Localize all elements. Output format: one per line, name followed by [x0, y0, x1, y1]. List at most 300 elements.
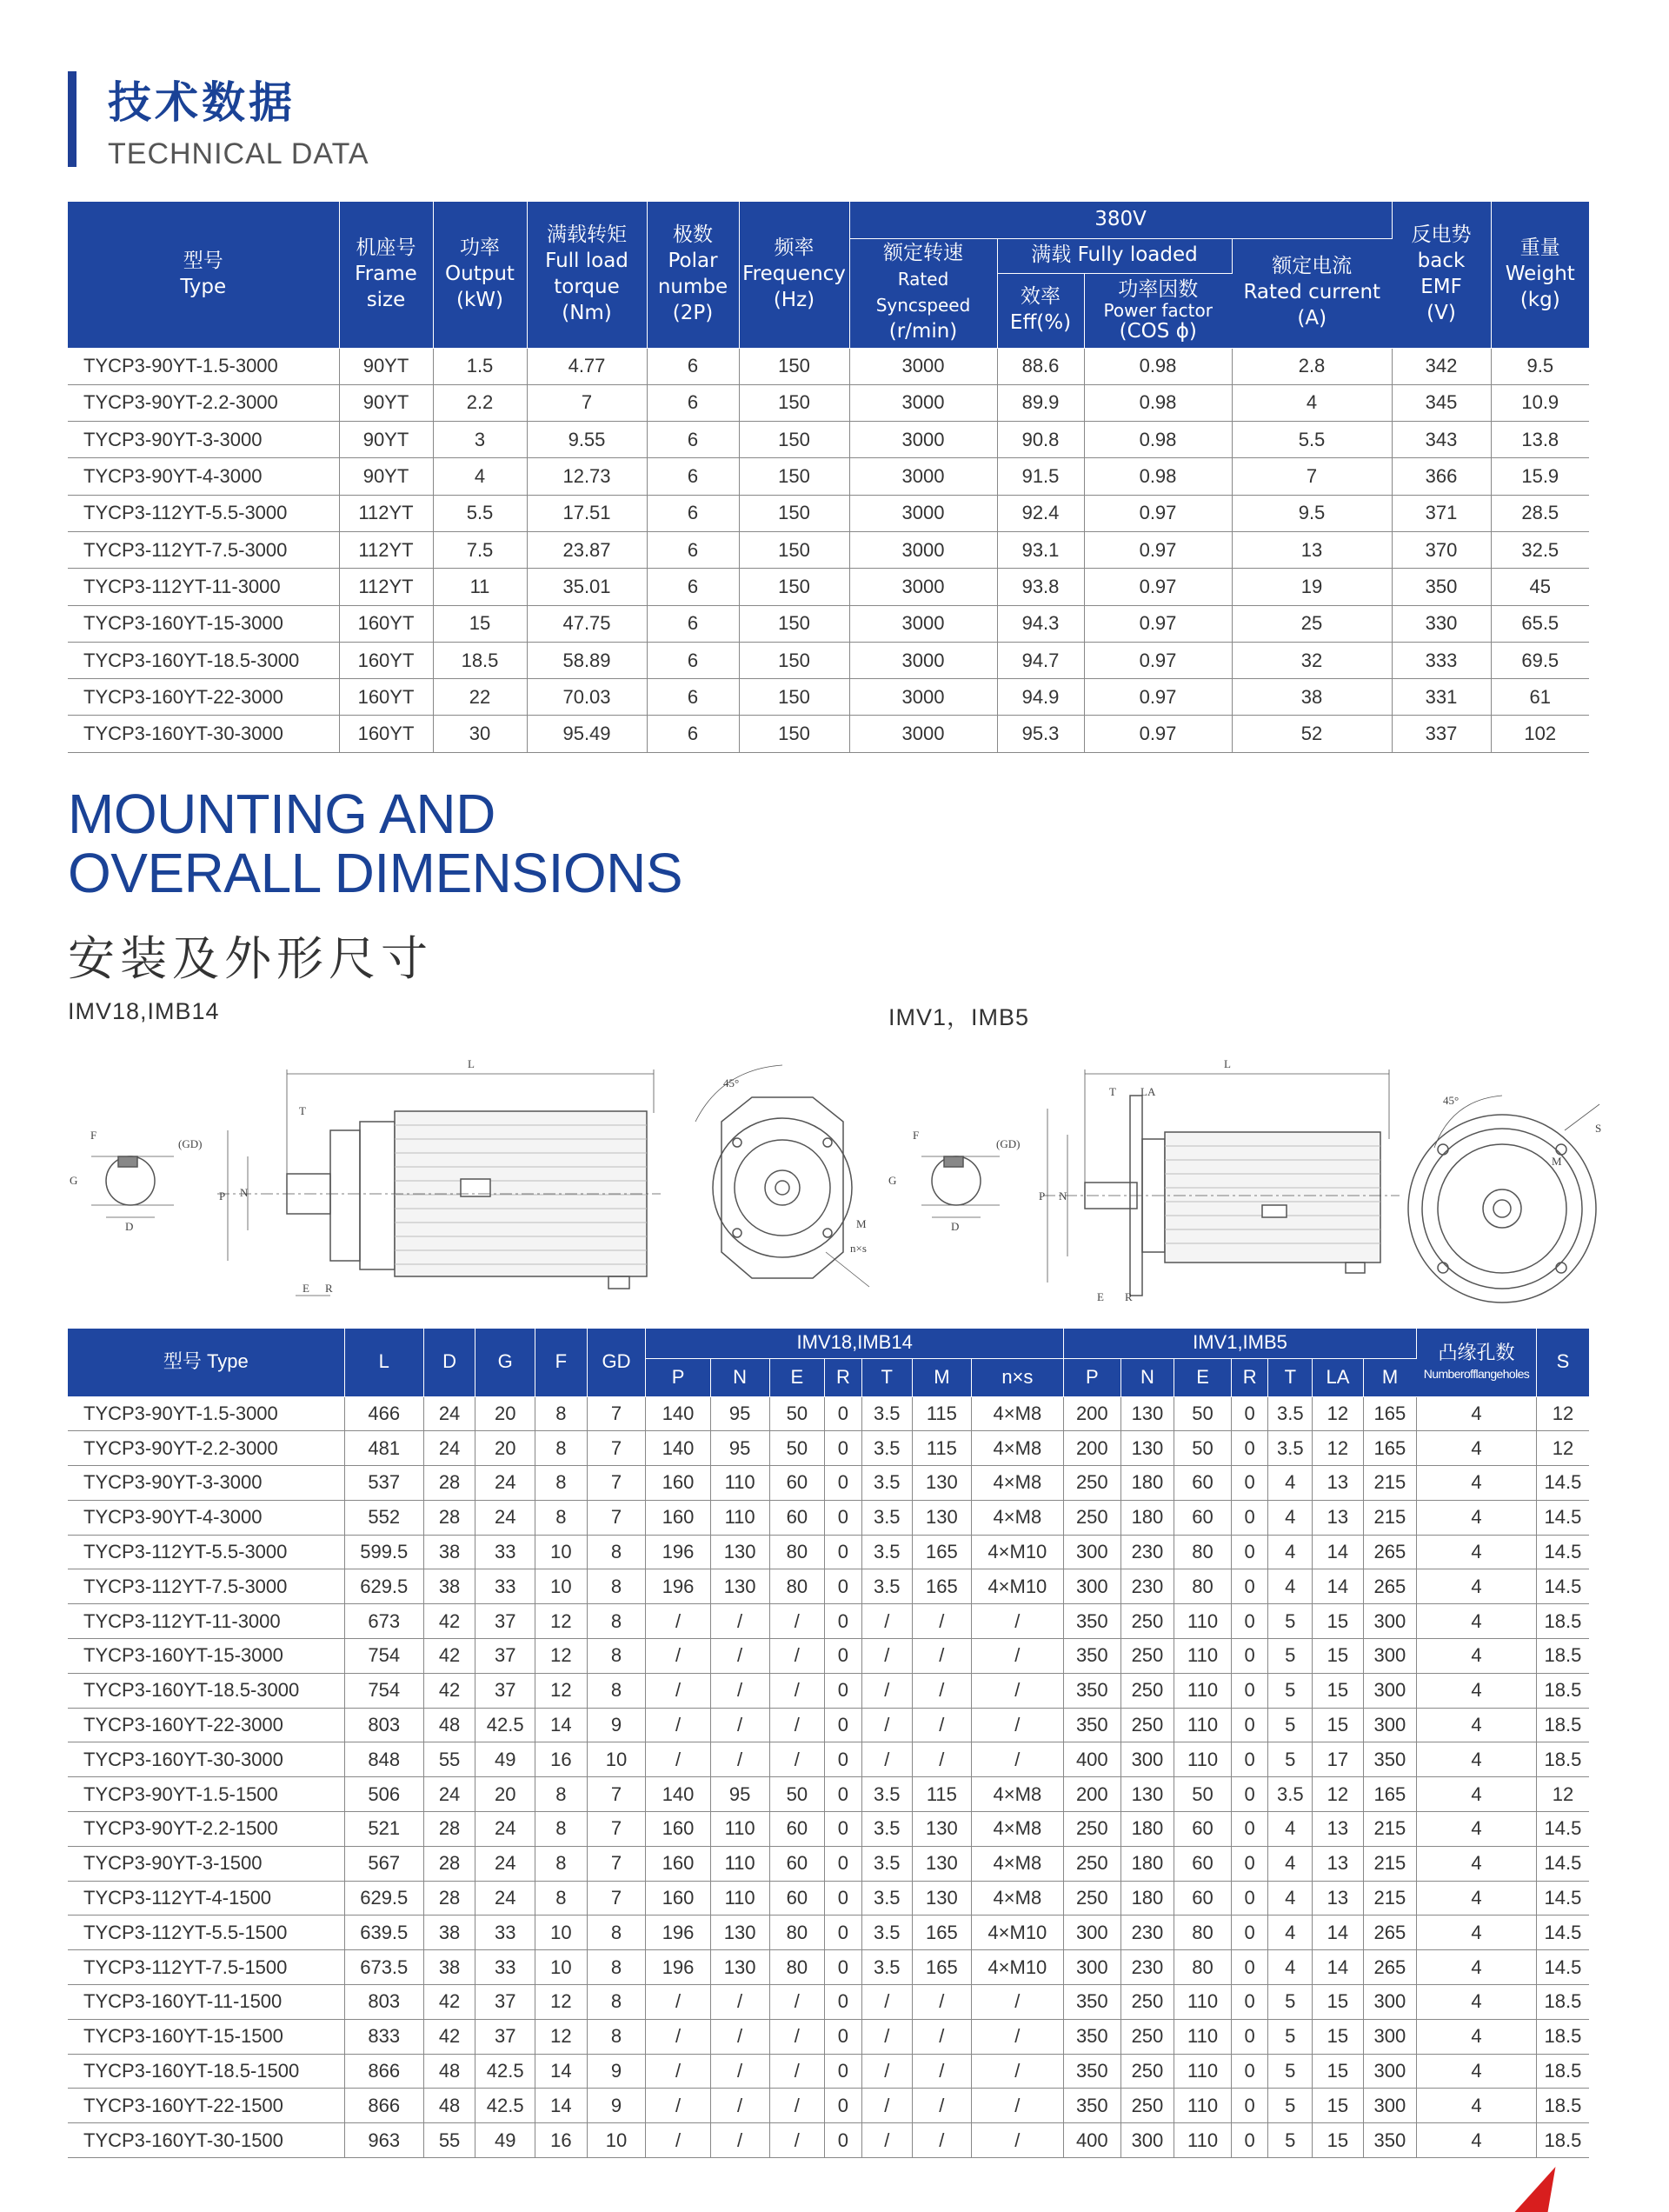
table-cell: 130	[912, 1500, 971, 1535]
table-cell: 300	[1120, 2123, 1174, 2158]
table-cell: 165	[1363, 1396, 1417, 1431]
table-cell: TYCP3-160YT-30-1500	[68, 2123, 344, 2158]
th2-imv18-3: R	[825, 1358, 861, 1396]
table-cell: 18.5	[1536, 1673, 1589, 1708]
table-cell: 14	[1313, 1535, 1363, 1569]
table-cell: 300	[1363, 1604, 1417, 1639]
th2-G: G	[475, 1329, 535, 1396]
table-cell: 350	[1063, 2054, 1120, 2089]
table-cell: 65.5	[1491, 605, 1589, 642]
table-cell: 60	[1174, 1466, 1232, 1501]
table-cell: 24	[475, 1466, 535, 1501]
dim-LA-right: LA	[1140, 1085, 1156, 1098]
table-cell: 180	[1120, 1812, 1174, 1847]
table-cell: 3.5	[861, 1500, 912, 1535]
table-cell: 7.5	[433, 531, 527, 568]
table-cell: 4	[1268, 1500, 1313, 1535]
table-row	[68, 2123, 1589, 2158]
table-cell: /	[769, 1742, 825, 1777]
table-cell: 754	[344, 1673, 423, 1708]
table-cell: /	[769, 1673, 825, 1708]
table-cell: 4	[1417, 2054, 1537, 2089]
table-cell: 7	[587, 1846, 646, 1881]
table-cell: 80	[769, 1950, 825, 1985]
table-cell: /	[971, 1985, 1063, 2020]
table-cell: 5	[1268, 1742, 1313, 1777]
table-cell: 32	[1232, 642, 1392, 678]
table-cell: 4	[1417, 2123, 1537, 2158]
table-cell: 50	[1174, 1396, 1232, 1431]
table-cell: 24	[475, 1881, 535, 1916]
table-cell: 14	[535, 1708, 587, 1742]
table-cell: 5.5	[433, 495, 527, 531]
table-row	[68, 1673, 1589, 1708]
table-row	[68, 1466, 1589, 1501]
table-cell: 18.5	[1536, 2019, 1589, 2054]
table-cell: 345	[1392, 384, 1491, 421]
table-cell: 140	[646, 1431, 710, 1466]
table-cell: 115	[912, 1396, 971, 1431]
table-cell: /	[769, 2054, 825, 2089]
table-cell: 42	[423, 1985, 475, 2020]
table-cell: 49	[475, 1742, 535, 1777]
table-cell: 42.5	[475, 1708, 535, 1742]
table-row	[68, 1846, 1589, 1881]
table-cell: 14	[1313, 1916, 1363, 1950]
table-cell: 3000	[849, 605, 997, 642]
table-cell: /	[710, 1673, 769, 1708]
table-cell: 95.49	[527, 716, 647, 752]
dimension-drawings	[0, 1035, 1669, 1322]
table-cell: 0	[1231, 1396, 1267, 1431]
table-cell: 80	[769, 1535, 825, 1569]
table-cell: 4×M8	[971, 1777, 1063, 1812]
table-cell: 5	[1268, 1673, 1313, 1708]
table-cell: 38	[1232, 679, 1392, 716]
table-cell: 4.77	[527, 348, 647, 384]
table-cell: 3000	[849, 495, 997, 531]
table-cell: TYCP3-160YT-15-3000	[68, 1639, 344, 1674]
table-cell: TYCP3-90YT-1.5-3000	[68, 1396, 344, 1431]
table-cell: 4×M10	[971, 1950, 1063, 1985]
table-cell: 3000	[849, 348, 997, 384]
table-cell: 0	[1231, 2054, 1267, 2089]
table-cell: 300	[1363, 2089, 1417, 2123]
table-cell: 48	[423, 2089, 475, 2123]
table-cell: TYCP3-112YT-11-3000	[68, 569, 339, 605]
table-cell: 673.5	[344, 1950, 423, 1985]
table-row	[68, 458, 1589, 495]
table-cell: 69.5	[1491, 642, 1589, 678]
table-cell: 95	[710, 1777, 769, 1812]
dim-45-right: 45°	[1443, 1094, 1460, 1107]
table-cell: 49	[475, 2123, 535, 2158]
table-cell: 331	[1392, 679, 1491, 716]
dim-G-left: G	[70, 1174, 78, 1187]
table-cell: 4	[1417, 1396, 1537, 1431]
table-cell: TYCP3-112YT-11-3000	[68, 1604, 344, 1639]
table-cell: 14.5	[1536, 1535, 1589, 1569]
table-cell: 215	[1363, 1812, 1417, 1847]
dim-S-right: S	[1595, 1122, 1602, 1135]
table-cell: 350	[1392, 569, 1491, 605]
table-cell: 300	[1363, 1708, 1417, 1742]
table-row	[68, 1569, 1589, 1604]
table-cell: 10	[535, 1950, 587, 1985]
table-cell: 7	[527, 384, 647, 421]
table-cell: 14	[535, 2054, 587, 2089]
table-cell: 350	[1363, 2123, 1417, 2158]
th-emf: 反电势 back EMF (V)	[1392, 202, 1491, 348]
table-cell: 6	[647, 531, 739, 568]
section-title-line1: MOUNTING AND	[68, 783, 495, 845]
table-cell: 130	[912, 1846, 971, 1881]
th2-imv1-4: T	[1268, 1358, 1313, 1396]
table-cell: TYCP3-112YT-7.5-3000	[68, 1569, 344, 1604]
table-cell: 38	[423, 1916, 475, 1950]
table-cell: 110	[1174, 1742, 1232, 1777]
table-cell: 833	[344, 2019, 423, 2054]
table-cell: 4	[1268, 1916, 1313, 1950]
table-cell: 4	[1417, 1916, 1537, 1950]
table-cell: 13	[1313, 1846, 1363, 1881]
table-cell: 0	[1231, 1846, 1267, 1881]
table-cell: 639.5	[344, 1916, 423, 1950]
table-cell: 230	[1120, 1535, 1174, 1569]
table-cell: 130	[912, 1812, 971, 1847]
table-cell: 10	[535, 1916, 587, 1950]
section-title-cn: 安装及外形尺寸	[68, 931, 433, 986]
table-cell: 4	[1417, 1569, 1537, 1604]
table-cell: TYCP3-90YT-4-3000	[68, 458, 339, 495]
table-row	[68, 1777, 1589, 1812]
table-cell: 0.97	[1084, 495, 1232, 531]
table-row	[68, 2089, 1589, 2123]
table-cell: 95.3	[997, 716, 1084, 752]
table-cell: 37	[475, 2019, 535, 2054]
table-cell: 4	[1417, 1742, 1537, 1777]
table-cell: /	[971, 1639, 1063, 1674]
table-cell: 5	[1268, 2019, 1313, 2054]
table-cell: 0	[825, 2019, 861, 2054]
dim-F-right: F	[913, 1129, 920, 1142]
th2-imv18-5: M	[912, 1358, 971, 1396]
table-cell: 350	[1063, 1673, 1120, 1708]
table-cell: 28	[423, 1500, 475, 1535]
table-cell: 160YT	[339, 679, 433, 716]
table-row	[68, 1500, 1589, 1535]
table-cell: 10	[587, 1742, 646, 1777]
table-cell: 37	[475, 1639, 535, 1674]
table-row	[68, 605, 1589, 642]
table-cell: 12	[1536, 1777, 1589, 1812]
table-cell: 150	[739, 569, 849, 605]
table-cell: 160	[646, 1846, 710, 1881]
table-cell: 48	[423, 1708, 475, 1742]
table-cell: 15	[433, 605, 527, 642]
table-cell: 19	[1232, 569, 1392, 605]
table-cell: 866	[344, 2054, 423, 2089]
th2-group-imv18: IMV18,IMB14	[646, 1329, 1063, 1358]
table-cell: 250	[1120, 1673, 1174, 1708]
table-cell: 24	[475, 1500, 535, 1535]
table-cell: 4	[1417, 2089, 1537, 2123]
th-polar: 极数 Polar numbe (2P)	[647, 202, 739, 348]
table-cell: 0	[1231, 1916, 1267, 1950]
table-cell: 300	[1063, 1950, 1120, 1985]
table-cell: /	[912, 2123, 971, 2158]
table-cell: 165	[912, 1916, 971, 1950]
table-cell: 160YT	[339, 642, 433, 678]
table-cell: 9	[587, 2054, 646, 2089]
table-cell: 80	[769, 1916, 825, 1950]
motor-side-view-right	[1043, 1069, 1400, 1296]
table-cell: 93.1	[997, 531, 1084, 568]
table-cell: 45	[1491, 569, 1589, 605]
table-cell: 130	[710, 1916, 769, 1950]
table-cell: 8	[535, 1500, 587, 1535]
dim-M-right: M	[1552, 1155, 1562, 1168]
dim-L-left: L	[468, 1057, 475, 1070]
dim-E-right: E	[1097, 1290, 1104, 1303]
table-cell: /	[912, 1708, 971, 1742]
motor-end-view-left	[695, 1065, 869, 1287]
table-cell: 250	[1063, 1500, 1120, 1535]
table-cell: 42	[423, 1639, 475, 1674]
table-row	[68, 716, 1589, 752]
table-cell: /	[769, 1708, 825, 1742]
table-cell: 93.8	[997, 569, 1084, 605]
table-cell: 3.5	[861, 1431, 912, 1466]
table-cell: 110	[1174, 1604, 1232, 1639]
table-cell: 150	[739, 458, 849, 495]
table-cell: 7	[587, 1466, 646, 1501]
table-cell: /	[710, 2019, 769, 2054]
table-cell: 8	[535, 1466, 587, 1501]
table-cell: 150	[739, 422, 849, 458]
table-cell: 3000	[849, 716, 997, 752]
table-cell: /	[646, 1604, 710, 1639]
table-cell: 14.5	[1536, 1569, 1589, 1604]
table-cell: 0	[825, 1950, 861, 1985]
table-cell: /	[861, 2089, 912, 2123]
table-cell: 9.55	[527, 422, 647, 458]
th2-L: L	[344, 1329, 423, 1396]
table-cell: /	[971, 1673, 1063, 1708]
table-cell: 230	[1120, 1950, 1174, 1985]
table-cell: 48	[423, 2054, 475, 2089]
table-row	[68, 1985, 1589, 2020]
table-cell: 28	[423, 1881, 475, 1916]
table-cell: 150	[739, 605, 849, 642]
table-cell: 12	[1536, 1431, 1589, 1466]
table-cell: /	[912, 1742, 971, 1777]
table-cell: 38	[423, 1950, 475, 1985]
table-cell: 300	[1363, 2054, 1417, 2089]
table-cell: 94.7	[997, 642, 1084, 678]
table-cell: TYCP3-90YT-2.2-1500	[68, 1812, 344, 1847]
table-cell: 52	[1232, 716, 1392, 752]
dim-D-right: D	[951, 1220, 960, 1233]
table-cell: 15	[1313, 1604, 1363, 1639]
table-cell: TYCP3-90YT-2.2-3000	[68, 384, 339, 421]
table-cell: 130	[710, 1535, 769, 1569]
table-cell: 0	[1231, 1431, 1267, 1466]
table-cell: 0	[1231, 1881, 1267, 1916]
table-cell: 6	[647, 348, 739, 384]
th2-imv1-5: LA	[1313, 1358, 1363, 1396]
dim-GD-right: (GD)	[996, 1137, 1021, 1150]
table-cell: 5	[1268, 1604, 1313, 1639]
table-cell: 150	[739, 642, 849, 678]
table-cell: 12	[535, 1985, 587, 2020]
table-cell: 0	[1231, 1708, 1267, 1742]
table-cell: TYCP3-90YT-1.5-3000	[68, 348, 339, 384]
table-cell: 230	[1120, 1569, 1174, 1604]
table-cell: 0	[1231, 1466, 1267, 1501]
table-cell: 13	[1232, 531, 1392, 568]
table-cell: 215	[1363, 1500, 1417, 1535]
table-cell: 33	[475, 1950, 535, 1985]
table-cell: /	[912, 1673, 971, 1708]
table-cell: 89.9	[997, 384, 1084, 421]
table-cell: 42.5	[475, 2089, 535, 2123]
th2-D: D	[423, 1329, 475, 1396]
table-cell: 112YT	[339, 531, 433, 568]
table-cell: 88.6	[997, 348, 1084, 384]
th2-group-imv1: IMV1,IMB5	[1063, 1329, 1416, 1358]
dim-P-left: P	[219, 1189, 226, 1203]
table-cell: 629.5	[344, 1881, 423, 1916]
table-cell: 0	[1231, 1569, 1267, 1604]
table-cell: 8	[535, 1846, 587, 1881]
table-cell: /	[710, 2054, 769, 2089]
table-row	[68, 1431, 1589, 1466]
table-cell: 0	[1231, 1604, 1267, 1639]
table-cell: 15	[1313, 2019, 1363, 2054]
th2-imv1-3: R	[1231, 1358, 1267, 1396]
table-cell: 42.5	[475, 2054, 535, 2089]
dim-F-left: F	[90, 1129, 97, 1142]
table-cell: 250	[1120, 2019, 1174, 2054]
table-cell: 112YT	[339, 569, 433, 605]
table-cell: 110	[1174, 1985, 1232, 2020]
table-cell: 150	[739, 716, 849, 752]
th-frame: 机座号 Frame size	[339, 202, 433, 348]
table-cell: 14.5	[1536, 1916, 1589, 1950]
table-cell: 0	[1231, 1777, 1267, 1812]
table-cell: 0	[825, 2123, 861, 2158]
table-cell: 350	[1063, 2019, 1120, 2054]
table-cell: 250	[1063, 1881, 1120, 1916]
table-cell: 15	[1313, 2089, 1363, 2123]
table-cell: 55	[423, 2123, 475, 2158]
table-cell: 8	[535, 1812, 587, 1847]
header-accent-bar	[68, 71, 76, 167]
table-cell: 18.5	[433, 642, 527, 678]
table-row	[68, 1742, 1589, 1777]
table-cell: 165	[912, 1535, 971, 1569]
table-cell: 92.4	[997, 495, 1084, 531]
table-cell: 567	[344, 1846, 423, 1881]
table-cell: 25	[1232, 605, 1392, 642]
table-cell: /	[861, 1639, 912, 1674]
table-cell: /	[861, 1708, 912, 1742]
table-cell: 4	[1417, 1500, 1537, 1535]
table-cell: TYCP3-160YT-22-3000	[68, 679, 339, 716]
table-cell: 6	[647, 495, 739, 531]
table-cell: 60	[769, 1881, 825, 1916]
table-cell: 8	[535, 1777, 587, 1812]
table-cell: 18.5	[1536, 2054, 1589, 2089]
table-cell: 160YT	[339, 605, 433, 642]
th-torque: 满载转矩 Full load torque (Nm)	[527, 202, 647, 348]
table-cell: TYCP3-160YT-30-3000	[68, 716, 339, 752]
table-cell: 350	[1063, 2089, 1120, 2123]
table-cell: 14.5	[1536, 1812, 1589, 1847]
th2-type: 型号 Type	[68, 1329, 344, 1396]
table-row	[68, 531, 1589, 568]
table-cell: 28.5	[1491, 495, 1589, 531]
table-cell: 5	[1268, 1639, 1313, 1674]
table-cell: 5	[1268, 2054, 1313, 2089]
table-cell: 250	[1063, 1812, 1120, 1847]
table-cell: 70.03	[527, 679, 647, 716]
table-cell: 250	[1063, 1466, 1120, 1501]
table-cell: 15	[1313, 2054, 1363, 2089]
table-cell: 7	[587, 1500, 646, 1535]
th-power-factor: 功率因数 Power factor (COS ϕ)	[1084, 273, 1232, 348]
dimensions-table	[68, 1329, 1589, 2158]
table-cell: 4	[1417, 1535, 1537, 1569]
th-frequency: 频率 Frequency (Hz)	[739, 202, 849, 348]
table-cell: 33	[475, 1916, 535, 1950]
table-cell: TYCP3-160YT-30-3000	[68, 1742, 344, 1777]
dim-P-right: P	[1039, 1189, 1046, 1203]
table-cell: 80	[1174, 1916, 1232, 1950]
table-cell: 14	[535, 2089, 587, 2123]
table-cell: 14	[1313, 1569, 1363, 1604]
table-row	[68, 1535, 1589, 1569]
th-rated-current: 额定电流 Rated current (A)	[1232, 238, 1392, 348]
motor-end-view-right	[1408, 1096, 1602, 1303]
dim-T-right: T	[1109, 1085, 1116, 1098]
th-output: 功率 Output (kW)	[433, 202, 527, 348]
table-cell: 848	[344, 1742, 423, 1777]
table-cell: 150	[739, 679, 849, 716]
table-cell: 160	[646, 1466, 710, 1501]
table-cell: 3000	[849, 422, 997, 458]
table-cell: /	[861, 2019, 912, 2054]
table-cell: 60	[769, 1500, 825, 1535]
table-cell: TYCP3-90YT-4-3000	[68, 1500, 344, 1535]
table-cell: 12	[535, 2019, 587, 2054]
table-cell: 180	[1120, 1846, 1174, 1881]
table-cell: 0	[825, 1500, 861, 1535]
motor-side-view-left	[217, 1069, 661, 1296]
table-cell: 12	[535, 1604, 587, 1639]
table-row	[68, 2019, 1589, 2054]
table-cell: 466	[344, 1396, 423, 1431]
table-cell: 4	[1268, 1569, 1313, 1604]
table-cell: /	[912, 1604, 971, 1639]
table-cell: 300	[1363, 1639, 1417, 1674]
table-cell: 350	[1063, 1708, 1120, 1742]
table-cell: 8	[587, 1569, 646, 1604]
th-weight: 重量 Weight (kg)	[1491, 202, 1589, 348]
table-cell: 3000	[849, 642, 997, 678]
table-cell: /	[710, 1604, 769, 1639]
